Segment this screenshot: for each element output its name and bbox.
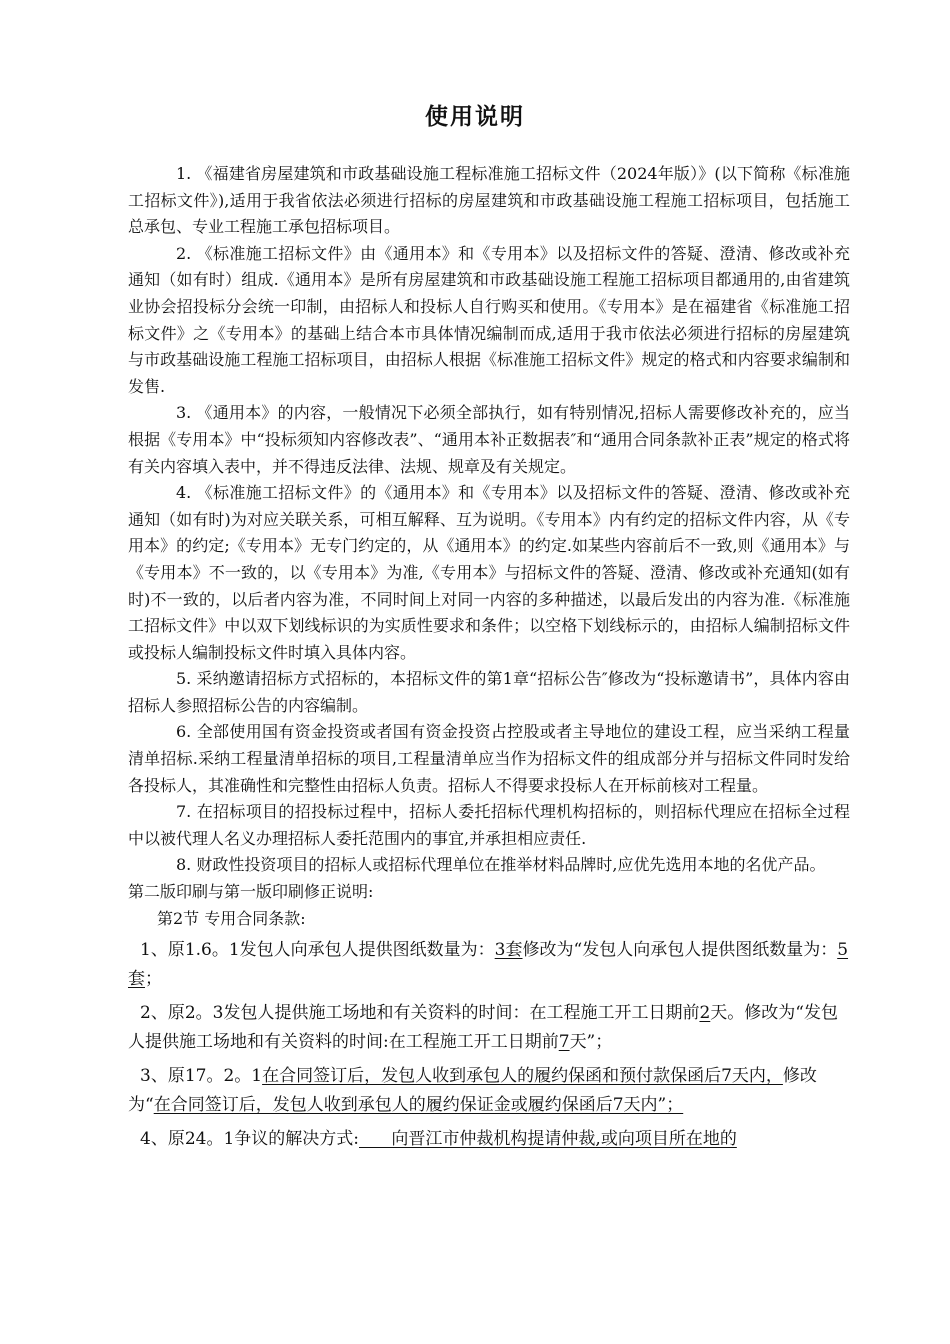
revision-3 <box>128 1062 850 1120</box>
revision-3-text-c: 修改为“ <box>128 1066 817 1116</box>
revision-2 <box>128 999 850 1057</box>
revision-4-dispute-method: 向晋江市仲裁机构提请仲裁,或向项目所在地的 <box>359 1129 737 1150</box>
revision-1-old-value: 3套 <box>494 940 523 961</box>
paragraph-item-1: 1. 《福建省房屋建筑和市政基础设施工程标准施工招标文件（2024年版）》(以下简称《标准施工招标文件》),适用于我省依法必须进行招标的房屋建筑和市政基础设施工程施工招标项目，包括施工总承包、专业工程施工承包招标项目。 <box>128 164 850 237</box>
paragraph-item-8: 8. 财政性投资项目的招标人或招标代理单位在推举材料品牌时,应优先选用本地的名优产品。 <box>176 855 826 875</box>
revision-3-old-text: 在合同签订后，发包人收到承包人的履约保函和预付款保函后7天内， <box>262 1066 783 1087</box>
revision-1-text-c: 修改为“发包人向承包人提供图纸数量为： <box>522 940 838 961</box>
revision-3-text-a: 3、原17。2。1 <box>140 1066 263 1087</box>
revision-2-text-c: 天。修改为“发包人提供施工场地和有关资料的时间:在工程施工开工日期前 <box>128 1003 838 1053</box>
document-body <box>128 161 850 1154</box>
revision-heading: 第二版印刷与第一版印刷修正说明: <box>128 882 374 902</box>
paragraph-item-7: 7. 在招标项目的招投标过程中，招标人委托招标代理机构招标的，则招标代理应在招标全过程中以被代理人名义办理招标人委托范围内的事宜,并承担相应责任. <box>128 802 850 848</box>
revision-4 <box>128 1125 850 1154</box>
revision-1-text-e: ； <box>145 969 162 990</box>
revision-2-text-a: 2、原2。3发包人提供施工场地和有关资料的时间：在工程施工开工日期前 <box>140 1003 700 1024</box>
paragraph-item-5: 5. 采纳邀请招标方式招标的，本招标文件的第1章“招标公告″修改为“投标邀请书”，具体内容由招标人参照招标公告的内容编制。 <box>128 669 850 715</box>
revision-4-text-a: 4、原24。1争议的解决方式: <box>140 1129 359 1150</box>
section-label: 第2节 专用合同条款: <box>157 908 306 928</box>
paragraph-item-6: 6. 全部使用国有资金投资或者国有资金投资占控股或者主导地位的建设工程，应当采纳工程量清单招标.采纳工程量清单招标的项目,工程量清单应当作为招标文件的组成部分并与招标文件同时发给各投标人，其准确性和完整性由招标人负责。招标人不得要求投标人在开标前核对工程量。 <box>128 722 850 795</box>
revision-2-text-e: 天”； <box>569 1032 613 1053</box>
revision-1-new-value: 5套 <box>128 940 849 990</box>
page-title: 使用说明 <box>425 104 525 130</box>
paragraph-item-2: 2. 《标准施工招标文件》由《通用本》和《专用本》以及招标文件的答疑、澄清、修改或补充通知（如有时）组成.《通用本》是所有房屋建筑和市政基础设施工程施工招标项目都通用的,由省建筑业协会招投标分会统一印制，由招标人和投标人自行购买和使用。《专用本》是在福建省《标准施工招标文件》之《专用本》的基础上结合本市具体情况编制而成,适用于我市依法必须进行招标的房屋建筑与市政基础设施工程施工招标项目，由招标人根据《标准施工招标文件》规定的格式和内容要求编制和发售. <box>128 243 850 396</box>
revision-1-text-a: 1、原1.6。1发包人向承包人提供图纸数量为： <box>140 940 495 961</box>
revision-1 <box>128 936 850 994</box>
paragraph-item-3: 3. 《通用本》的内容，一般情况下必须全部执行，如有特别情况,招标人需要修改补充的，应当根据《专用本》中“投标须知内容修改表”、“通用本补正数据表″和“通用合同条款补正表”规定的格式将有关内容填入表中，并不得违反法律、法规、规章及有关规定。 <box>128 403 850 476</box>
paragraph-item-4: 4. 《标准施工招标文件》的《通用本》和《专用本》以及招标文件的答疑、澄清、修改或补充通知（如有时)为对应关联关系，可相互解释、互为说明。《专用本》内有约定的招标文件内容，从《专用本》的约定;《专用本》无专门约定的，从《通用本》的约定.如某些内容前后不一致,则《通用本》与《专用本》不一致的，以《专用本》为准,《专用本》与招标文件的答疑、澄清、修改或补充通知(如有时)不一致的，以后者内容为准，不同时间上对同一内容的多种描述，以最后发出的内容为准.《标准施工招标文件》中以双下划线标识的为实质性要求和条件；以空格下划线标示的，由招标人编制招标文件或投标人编制投标文件时填入具体内容。 <box>128 483 850 662</box>
revision-2-new-value: 7 <box>558 1032 570 1053</box>
revision-3-new-text: 在合同签订后，发包人收到承包人的履约保证金或履约保函后7天内”； <box>153 1095 684 1116</box>
revision-2-old-value: 2 <box>699 1003 711 1024</box>
